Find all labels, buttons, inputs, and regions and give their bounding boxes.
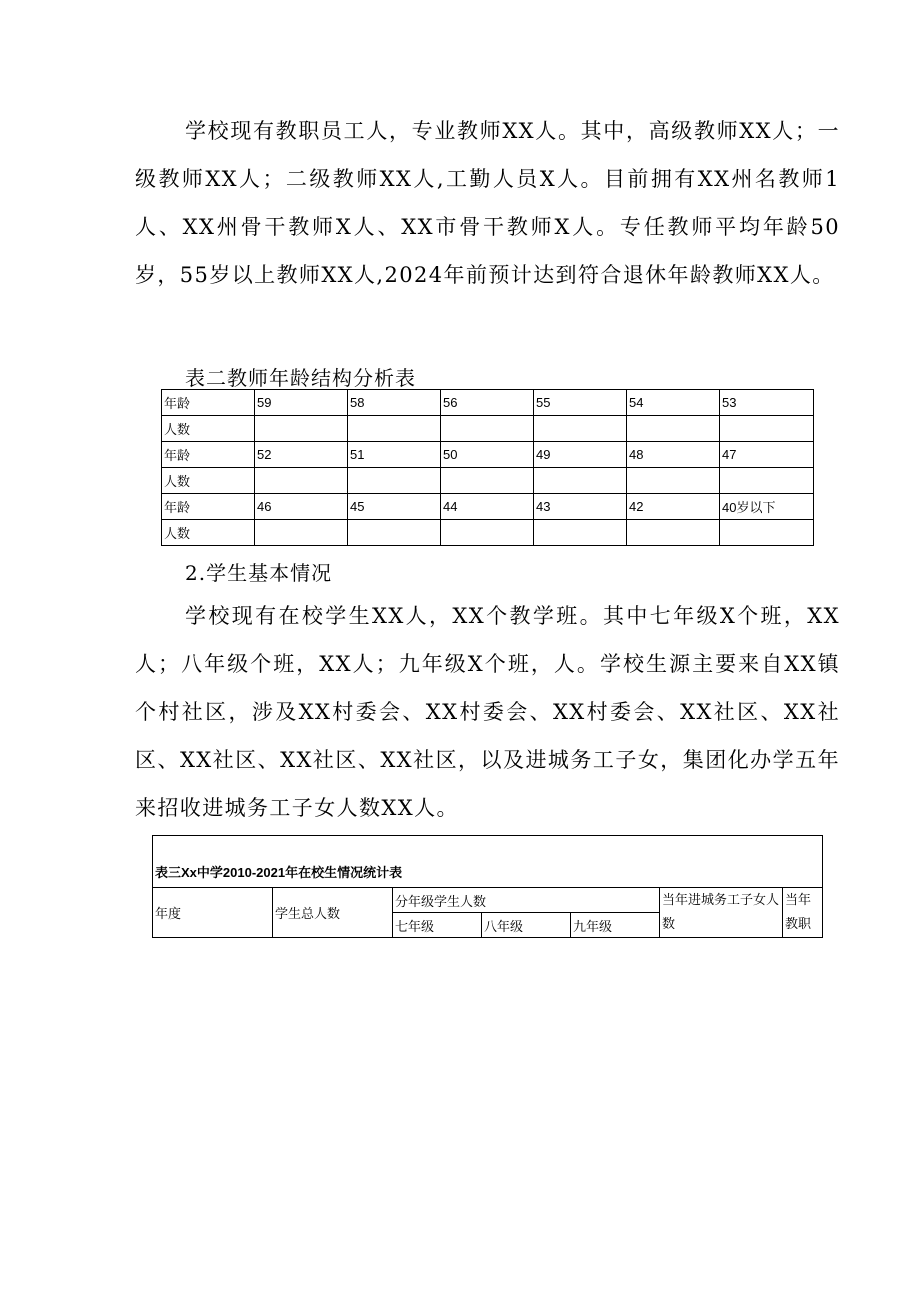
migrant-children-header: 当年进城务工子女人数	[660, 888, 783, 938]
count-cell	[255, 416, 348, 442]
count-cell	[534, 468, 627, 494]
count-cell	[534, 416, 627, 442]
table3-title: 表三Xx中学2010-2021年在校生情况统计表	[153, 836, 823, 888]
table-row	[162, 494, 814, 520]
count-cell	[627, 520, 720, 546]
age-cell: 42	[627, 494, 720, 520]
count-cell	[255, 520, 348, 546]
age-cell: 43	[534, 494, 627, 520]
age-cell: 54	[627, 390, 720, 416]
count-cell	[348, 468, 441, 494]
student-stats-table	[152, 835, 823, 938]
table-row	[162, 468, 814, 494]
count-cell	[255, 468, 348, 494]
age-label-cell: 年龄	[162, 390, 255, 416]
section-heading-students: 2.学生基本情况	[185, 561, 333, 585]
count-cell	[441, 520, 534, 546]
count-cell	[720, 468, 814, 494]
age-cell: 53	[720, 390, 814, 416]
count-cell	[627, 468, 720, 494]
grade9-header: 九年级	[571, 913, 660, 938]
age-cell: 59	[255, 390, 348, 416]
age-cell: 40岁以下	[720, 494, 814, 520]
count-label-cell: 人数	[162, 520, 255, 546]
count-label-cell: 人数	[162, 468, 255, 494]
count-cell	[441, 416, 534, 442]
staff-header: 当年教职	[783, 888, 823, 938]
table2-caption: 表二教师年龄结构分析表	[185, 366, 416, 390]
table-row	[162, 390, 814, 416]
age-cell: 55	[534, 390, 627, 416]
count-cell	[348, 416, 441, 442]
age-cell: 47	[720, 442, 814, 468]
count-cell	[534, 520, 627, 546]
table-row	[162, 416, 814, 442]
count-cell	[348, 520, 441, 546]
age-cell: 49	[534, 442, 627, 468]
table-row	[162, 442, 814, 468]
age-cell: 46	[255, 494, 348, 520]
student-info-paragraph: 学校现有在校学生XX人，XX个教学班。其中七年级X个班，XX人；八年级个班，XX人；九年级X个班，人。学校生源主要来自XX镇个村社区，涉及XX村委会、XX村委会、XX村委会、XX社区、XX社区、XX社区、XX社区、XX社区，以及进城务工子女，集团化办学五年来招收进城务工子女人数XX人。	[135, 604, 840, 820]
age-cell: 56	[441, 390, 534, 416]
year-header: 年度	[153, 888, 273, 938]
count-label-cell: 人数	[162, 416, 255, 442]
count-cell	[441, 468, 534, 494]
age-cell: 58	[348, 390, 441, 416]
age-cell: 52	[255, 442, 348, 468]
age-cell: 51	[348, 442, 441, 468]
grade8-header: 八年级	[482, 913, 571, 938]
age-cell: 48	[627, 442, 720, 468]
grade7-header: 七年级	[393, 913, 482, 938]
table-row	[162, 520, 814, 546]
teacher-staff-paragraph: 学校现有教职员工人，专业教师XX人。其中，高级教师XX人；一级教师XX人；二级教师XX人,工勤人员X人。目前拥有XX州名教师1人、XX州骨干教师X人、XX市骨干教师X人。专任教师平均年龄50岁，55岁以上教师XX人,2024年前预计达到符合退休年龄教师XX人。	[135, 119, 840, 287]
count-cell	[720, 416, 814, 442]
table-title-row	[153, 836, 823, 888]
age-label-cell: 年龄	[162, 442, 255, 468]
age-cell: 45	[348, 494, 441, 520]
teacher-age-table	[161, 389, 814, 546]
count-cell	[720, 520, 814, 546]
age-label-cell: 年龄	[162, 494, 255, 520]
grade-group-header: 分年级学生人数	[393, 888, 660, 913]
total-students-header: 学生总人数	[273, 888, 393, 938]
table-header-row	[153, 888, 823, 913]
age-cell: 50	[441, 442, 534, 468]
age-cell: 44	[441, 494, 534, 520]
count-cell	[627, 416, 720, 442]
